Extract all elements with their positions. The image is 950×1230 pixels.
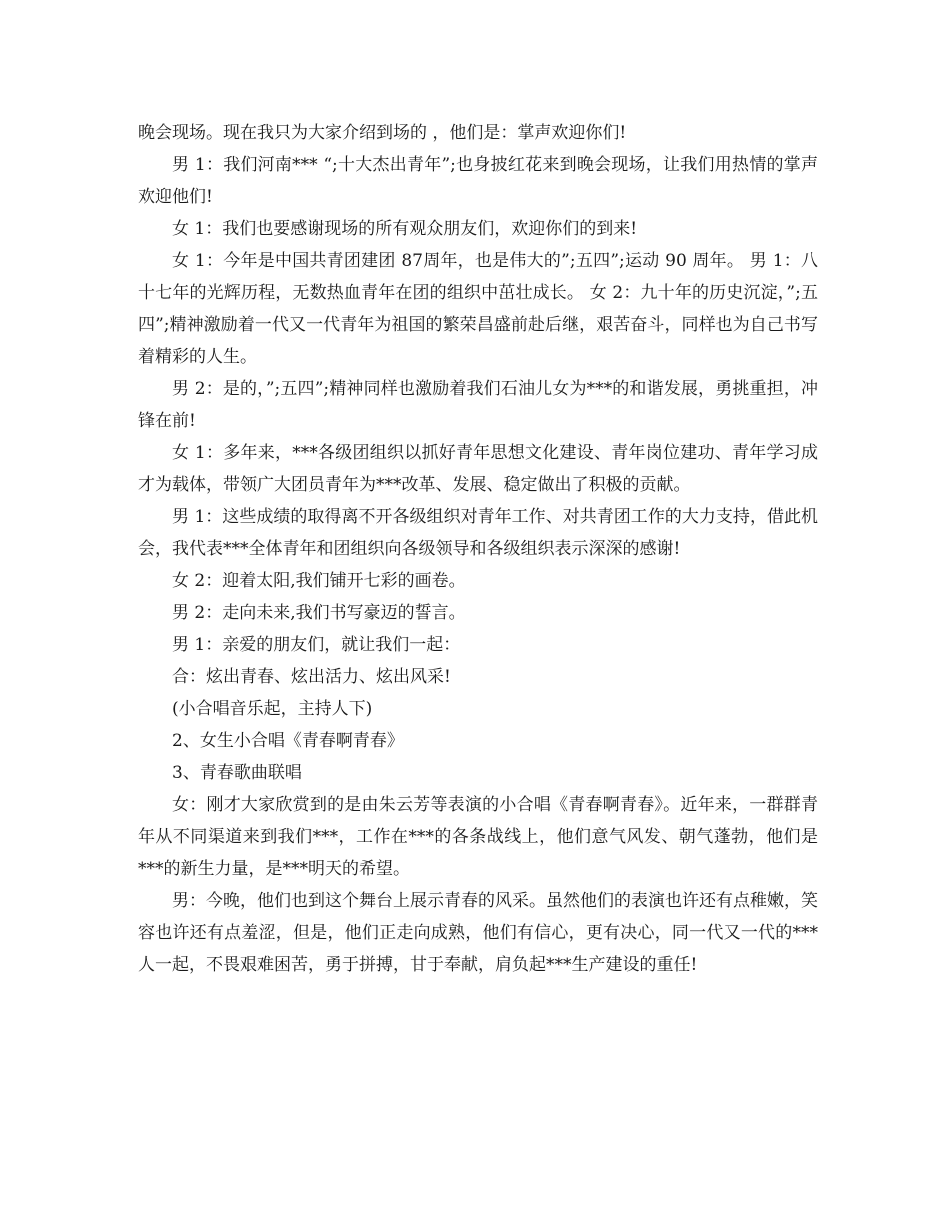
paragraph: 男 1：我们河南*** “;十大杰出青年”;也身披红花来到晚会现场，让我们用热情的掌声欢迎他们! xyxy=(138,155,818,207)
paragraph: (小合唱音乐起，主持人下) xyxy=(172,699,373,719)
paragraph: 晚会现场。现在我只为大家介绍到场的 ，他们是：掌声欢迎你们! xyxy=(138,123,627,143)
paragraph: 女 1：多年来，***各级团组织以抓好青年思想文化建设、青年岗位建功、青年学习成才为载体，带领广大团员青年为***改革、发展、稳定做出了积极的贡献。 xyxy=(138,443,818,495)
paragraph: 男 1：这些成绩的取得离不开各级组织对青年工作、对共青团工作的大力支持，借此机会，我代表***全体青年和团组织向各级领导和各级组织表示深深的感谢! xyxy=(138,507,818,559)
paragraph: 男 2：走向未来,我们书写豪迈的誓言。 xyxy=(172,603,466,623)
paragraph: 3、青春歌曲联唱 xyxy=(172,763,302,783)
paragraph: 男：今晚，他们也到这个舞台上展示青春的风采。虽然他们的表演也许还有点稚嫩，笑容也许还有点羞涩，但是，他们正走向成熟，他们有信心，更有决心，同一代又一代的***人一起，不畏艰难困苦，勇于拼搏，甘于奉献，肩负起***生产建设的重任! xyxy=(138,891,818,975)
paragraph: 女：刚才大家欣赏到的是由朱云芳等表演的小合唱《青春啊青春》。近年来，一群群青年从不同渠道来到我们***，工作在***的各条战线上，他们意气风发、朝气蓬勃，他们是***的新生力量，是***明天的希望。 xyxy=(138,795,818,879)
document-page xyxy=(138,117,818,981)
paragraph: 女 1：今年是中国共青团建团 87周年，也是伟大的”;五四”;运动 90 周年。 男 1：八十七年的光辉历程，无数热血青年在团的组织中茁壮成长。 女 2：九十年的历史沉淀，”;五四”;精神激励着一代又一代青年为祖国的繁荣昌盛前赴后继，艰苦奋斗，同样也为自己书写着精彩的人生。 xyxy=(138,251,818,367)
paragraph: 女 2：迎着太阳,我们铺开七彩的画卷。 xyxy=(172,571,466,591)
paragraph: 女 1：我们也要感谢现场的所有观众朋友们，欢迎你们的到来! xyxy=(172,219,638,239)
paragraph: 男 1：亲爱的朋友们，就让我们一起： xyxy=(172,635,461,655)
paragraph: 男 2：是的，”;五四”;精神同样也激励着我们石油儿女为***的和谐发展，勇挑重担，冲锋在前! xyxy=(138,379,818,431)
paragraph: 合：炫出青春、炫出活力、炫出风采! xyxy=(172,667,451,687)
paragraph: 2、女生小合唱《青春啊青春》 xyxy=(172,731,404,751)
